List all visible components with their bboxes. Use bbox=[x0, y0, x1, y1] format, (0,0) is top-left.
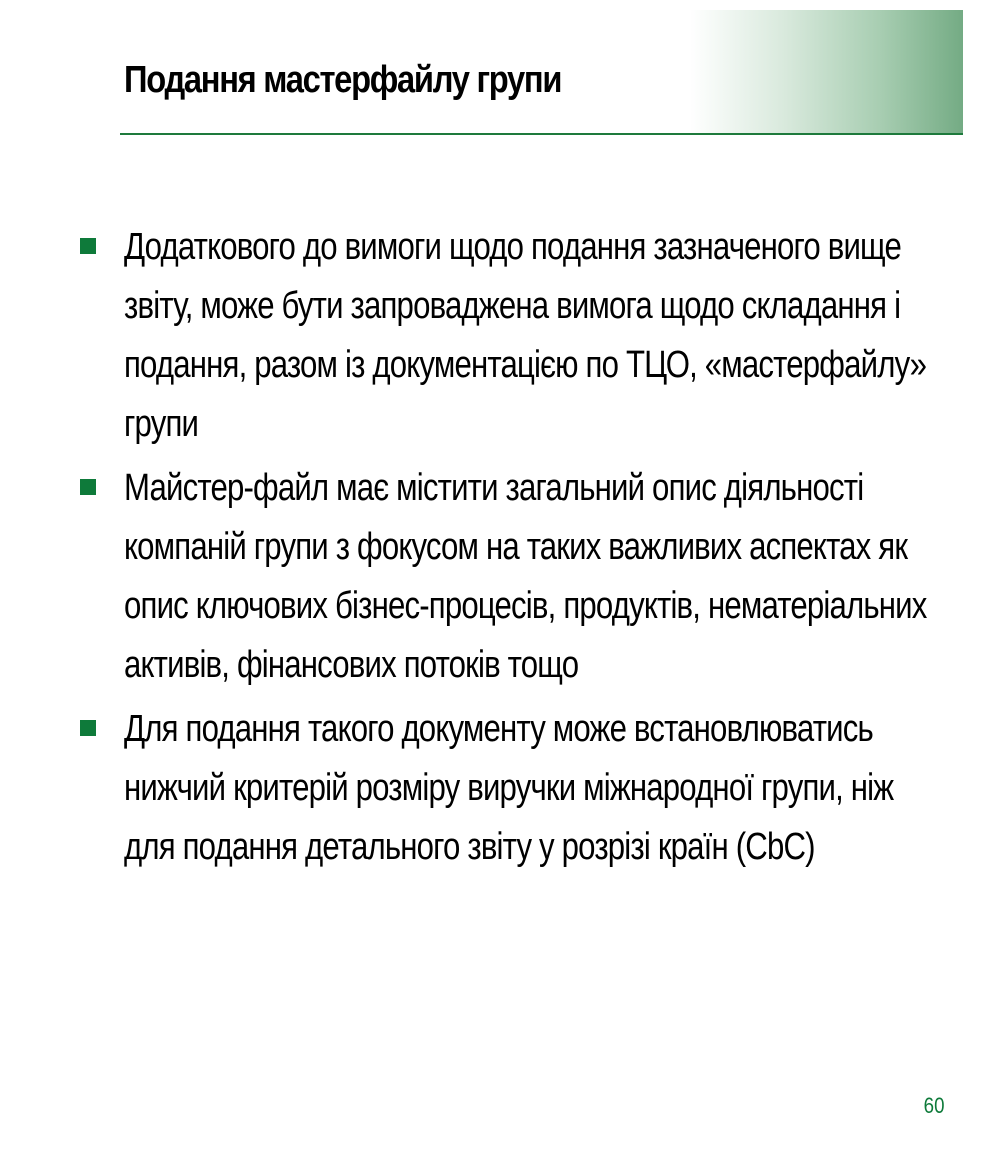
slide-title: Подання мастерфайлу групи bbox=[124, 59, 562, 101]
square-bullet-icon bbox=[80, 720, 96, 736]
bullet-item bbox=[80, 459, 960, 695]
bullet-item bbox=[80, 700, 960, 877]
bullet-text: Для подання такого документу може встановлюватись нижчий критерій розміру виручки міжнародної групи, ніж для подання детального звіту у розрізі країн (CbC) bbox=[124, 708, 894, 868]
bullet-item bbox=[80, 218, 960, 454]
page-number: 60 bbox=[923, 1093, 944, 1118]
square-bullet-icon bbox=[80, 238, 96, 254]
bullet-text: Майстер-файл має містити загальний опис діяльності компаній групи з фокусом на таких важливих аспектах як опис ключових бізнес-процесів, продуктів, нематеріальних активів, фінансових потоків тощо bbox=[124, 467, 927, 686]
square-bullet-icon bbox=[80, 479, 96, 495]
bullet-text: Додаткового до вимоги щодо подання зазначеного вище звіту, може бути запроваджена вимога щодо складання і подання, разом із документацією по ТЦО, «мастерфайлу» групи bbox=[124, 226, 927, 445]
title-underline bbox=[120, 133, 963, 135]
bullet-list bbox=[80, 218, 960, 882]
header-gradient-decoration bbox=[690, 10, 963, 134]
